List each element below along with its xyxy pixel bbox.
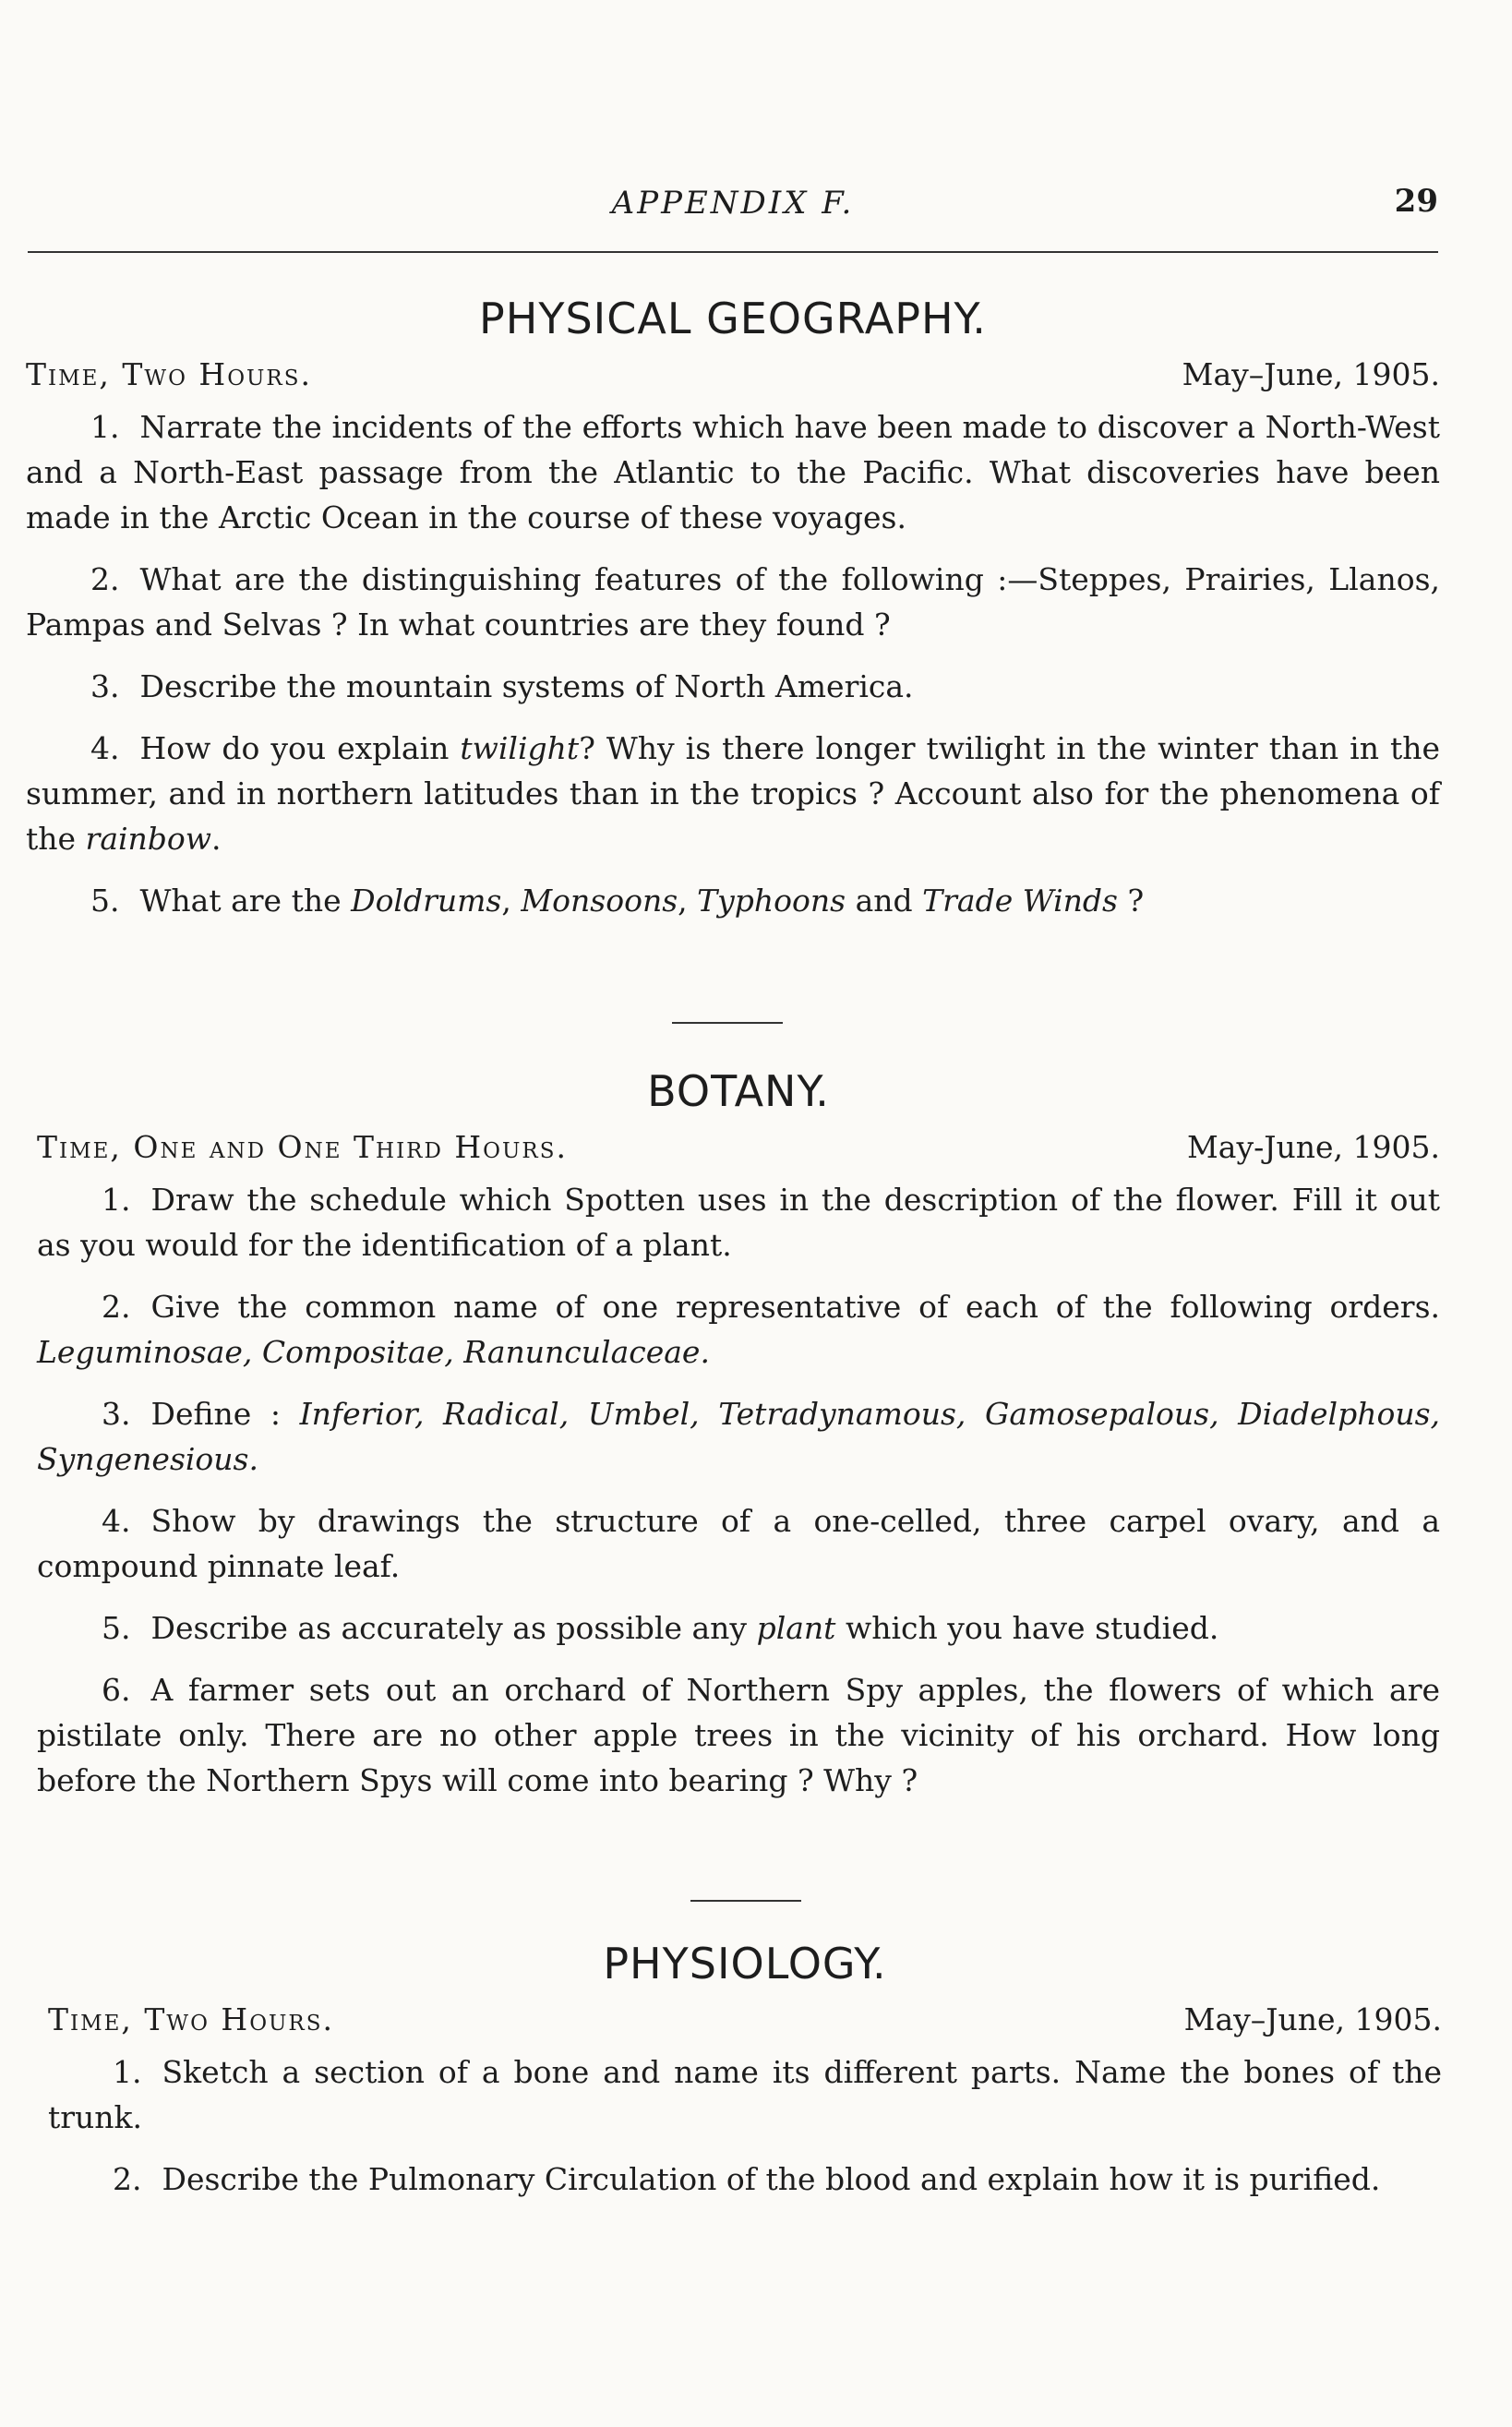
section-title: PHYSICAL GEOGRAPHY.	[479, 294, 987, 343]
italic-term: Inferior, Radical, Umbel, Tetradynamous, Gamosepalous, Diadelphous, Syngenesious.	[37, 1396, 1440, 1477]
question-number: 2.	[113, 2161, 142, 2197]
section-divider	[672, 1022, 783, 1024]
question-text: Describe the mountain systems of North America.	[139, 668, 914, 704]
question-number: 3.	[90, 668, 120, 704]
question	[26, 878, 1440, 923]
question	[37, 1498, 1440, 1589]
running-header	[28, 185, 1438, 231]
running-title: APPENDIX F.	[611, 185, 855, 222]
question-number: 5.	[102, 1610, 131, 1646]
question-text: Describe as accurately as possible any	[150, 1610, 757, 1646]
question-number: 4.	[102, 1503, 131, 1539]
italic-term: rainbow	[85, 821, 212, 857]
italic-term: Doldrums	[351, 883, 502, 919]
italic-term: Trade Winds	[922, 883, 1118, 919]
exam-date: May–June, 1905.	[1183, 2001, 1442, 2037]
question-text: Describe the Pulmonary Circulation of the blood and explain how it is purified.	[162, 2161, 1381, 2197]
question	[26, 664, 1440, 709]
question	[37, 1605, 1440, 1651]
question	[37, 1177, 1440, 1268]
italic-term: plant	[756, 1610, 836, 1646]
question-number: 5.	[90, 883, 120, 919]
question-number: 2.	[90, 561, 120, 597]
section-botany	[37, 1066, 1440, 1820]
question-text: Draw the schedule which Spotten uses in the description of the flower. Fill it out as you would for the identification of a plant.	[37, 1182, 1440, 1263]
exam-meta	[37, 1129, 1440, 1177]
question-text: Sketch a section of a bone and name its different parts. Name the bones of the trunk.	[48, 2054, 1442, 2135]
question-text: .	[211, 821, 222, 857]
question	[48, 2157, 1442, 2202]
question-number: 1.	[90, 409, 120, 445]
question	[37, 1667, 1440, 1803]
question	[26, 726, 1440, 861]
section-divider	[690, 1900, 801, 1902]
question-number: 6.	[102, 1672, 131, 1708]
italic-term: Monsoons	[521, 883, 678, 919]
question-text: How do you explain	[139, 730, 461, 766]
italic-term: Leguminosae, Compositae, Ranunculaceae.	[37, 1334, 710, 1370]
question-text: Show by drawings the structure of a one-celled, three carpel ovary, and a compound pinnate leaf.	[37, 1503, 1440, 1584]
exam-time: Time, Two Hours.	[26, 356, 312, 392]
section-physiology	[48, 1939, 1442, 2218]
italic-term: twilight	[460, 730, 580, 766]
question-text: and	[846, 883, 923, 919]
exam-time: Time, Two Hours.	[48, 2001, 334, 2037]
italic-term: Typhoons	[697, 883, 846, 919]
exam-date: May–June, 1905.	[1182, 356, 1440, 392]
question-text: ,	[678, 883, 698, 919]
question-number: 4.	[90, 730, 120, 766]
question-text: ?	[1117, 883, 1145, 919]
section-title: PHYSIOLOGY.	[603, 1939, 887, 1988]
header-rule	[28, 251, 1438, 253]
exam-meta	[26, 356, 1440, 404]
exam-meta	[48, 2001, 1442, 2049]
question-text: Narrate the incidents of the efforts which have been made to discover a North-West and a North-East passage from the Atlantic to the Pacific. What discoveries have been made in the Arctic Ocean in the course of these voyages.	[26, 409, 1440, 535]
question-text: What are the	[139, 883, 352, 919]
question-text: ,	[501, 883, 522, 919]
section-physical-geography	[26, 294, 1440, 940]
question-text: Define :	[150, 1396, 300, 1432]
question-text: which you have studied.	[835, 1610, 1219, 1646]
question	[26, 557, 1440, 647]
question-number: 2.	[102, 1289, 131, 1325]
question-text: ? Why is there longer twilight in the winter than in the summer, and in northern latitudes than in the tropics ? Account also for the phenomena of the	[26, 730, 1440, 857]
question	[48, 2049, 1442, 2140]
question-text: What are the distinguishing features of the following :—Steppes, Prairies, Llanos, Pampas and Selvas ? In what countries are they found ?	[26, 561, 1440, 643]
question-text: Give the common name of one representative of each of the following orders.	[150, 1289, 1440, 1325]
page-number: 29	[1394, 183, 1438, 220]
exam-time: Time, One and One Third Hours.	[37, 1129, 568, 1165]
question-text: A farmer sets out an orchard of Northern Spy apples, the flowers of which are pistilate only. There are no other apple trees in the vicinity of his orchard. How long before the Northern Spys will come into bearing ? Why ?	[37, 1672, 1440, 1798]
section-title: BOTANY.	[647, 1066, 830, 1116]
question-number: 3.	[102, 1396, 131, 1432]
question-number: 1.	[102, 1182, 131, 1218]
question	[26, 404, 1440, 540]
question-number: 1.	[113, 2054, 142, 2090]
question	[37, 1391, 1440, 1482]
question	[37, 1284, 1440, 1375]
exam-date: May-June, 1905.	[1187, 1129, 1440, 1165]
